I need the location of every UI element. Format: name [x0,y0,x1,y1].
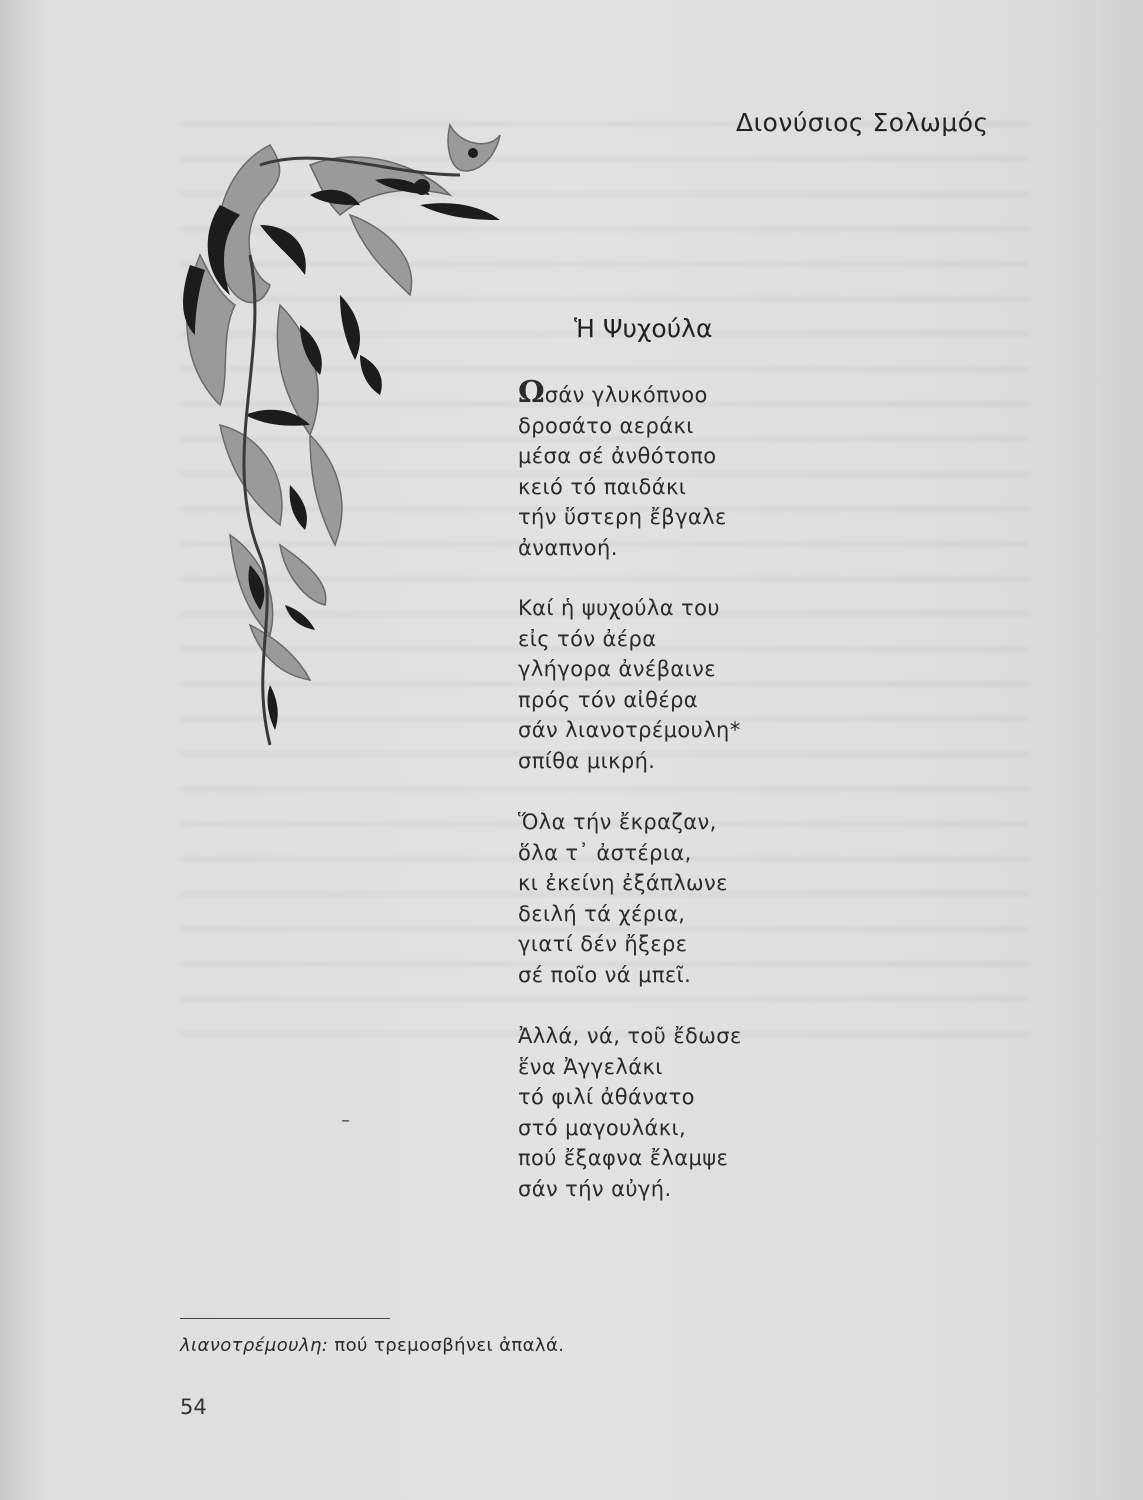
poem-line: κειό τό παιδάκι [518,474,687,499]
poem-line: σέ ποῖο νά μπεῖ. [518,962,692,987]
poem-line: στό μαγουλάκι, [518,1115,687,1140]
poem-line: πρός τόν αἰθέρα [518,687,699,712]
poem-line: εἰς τόν ἀέρα [518,626,657,651]
poem-line: Καί ἡ ψυχούλα του [518,596,720,620]
poem-line: σάν λιανοτρέμουλη* [518,718,741,742]
poem-body [518,375,742,1235]
poem-line: δροσάτο αεράκι [518,413,694,438]
poem-line: γιατί δέν ἤξερε [518,932,688,956]
poem-line: τό φιλί ἀθάνατο [518,1085,695,1109]
footnote [180,1335,564,1356]
poem-line [518,375,742,411]
poem-line: πού ἔξαφνα ἔλαμψε [518,1146,729,1170]
poem-line: Ἀλλά, νά, τοῦ ἔδωσε [518,1024,742,1048]
poem-line: ἀναπνοή. [518,535,618,560]
footnote-term: λιανοτρέμουλη: [180,1335,329,1356]
floral-ornament-icon [160,105,560,755]
footnote-definition: πού τρεμοσβήνει ἀπαλά. [328,1335,565,1356]
poem-line: τήν ὕστερη ἔβγαλε [518,505,727,529]
poem-line: σπίθα μικρή. [518,748,656,773]
poem-line-text: σάν γλυκόπνοο [544,383,708,407]
poem-title: Ἡ Ψυχούλα [574,314,713,343]
poem-line: Ὅλα τήν ἔκραζαν, [518,810,717,834]
stray-dash: – [341,1110,350,1131]
poem-line: σάν τήν αὐγή. [518,1176,672,1201]
poem-line: μέσα σέ ἀνθότοπο [518,444,717,468]
poem-line: ἕνα Ἀγγελάκι [518,1054,663,1079]
drop-cap: Ω [518,375,545,410]
page-number: 54 [180,1395,207,1419]
stanza [518,593,742,776]
poem-line: κι ἐκείνη ἐξάπλωνε [518,871,728,895]
stanza [518,807,742,990]
poem-line: γλήγορα ἀνέβαινε [518,657,717,681]
poem-line: ὅλα τ᾽ ἀστέρια, [518,840,692,865]
poem-line: δειλή τά χέρια, [518,901,686,926]
stanza [518,375,742,563]
stanza [518,1021,742,1204]
author-name: Διονύσιος Σολωμός [736,108,989,137]
footnote-rule [180,1318,390,1319]
